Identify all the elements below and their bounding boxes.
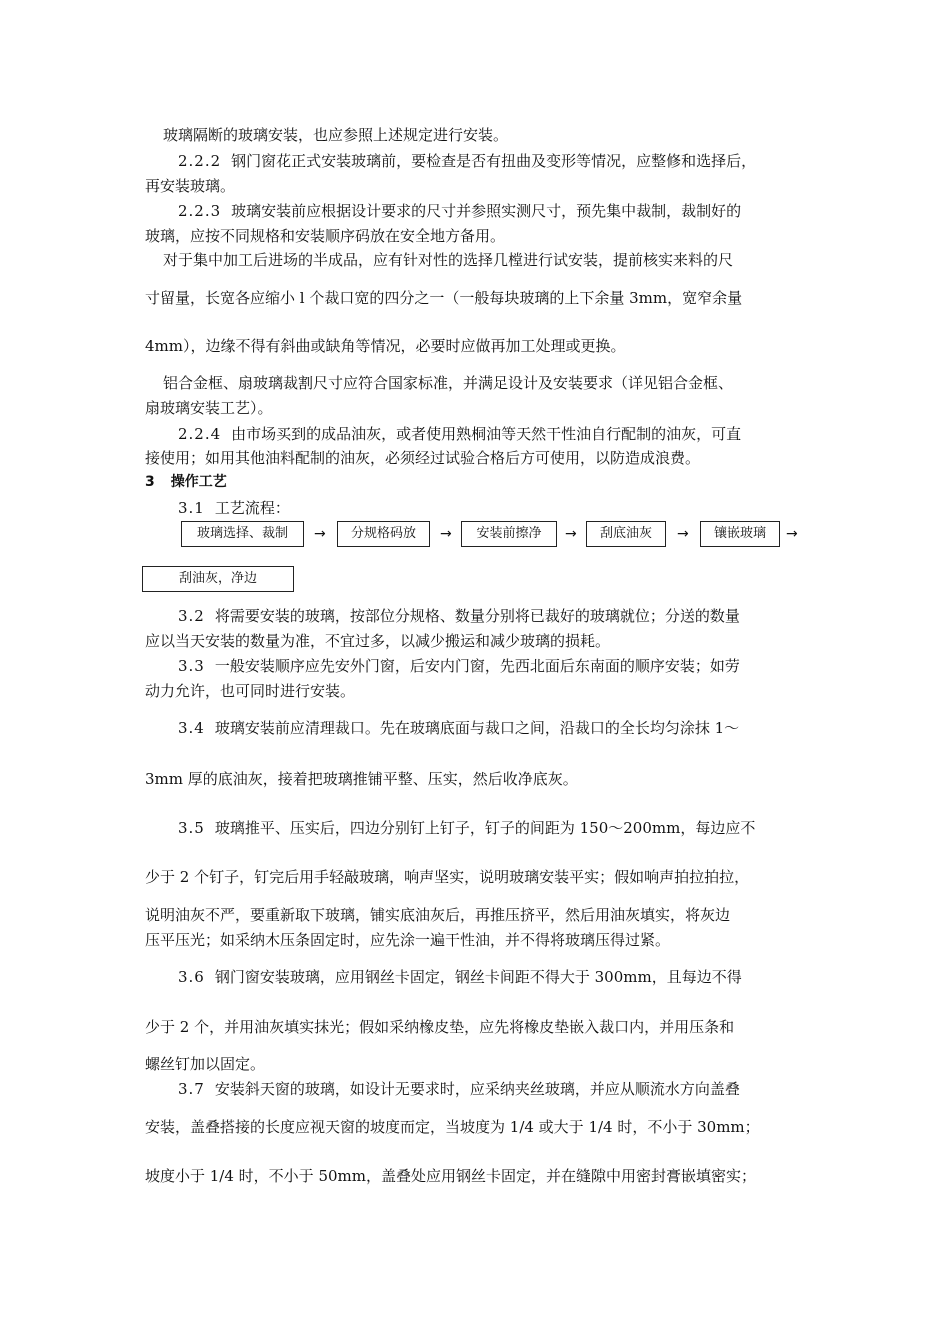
section-3-5 — [178, 818, 755, 838]
section-3-5-cont: 少于 2 个钉子，钉完后用手轻敲玻璃，响声坚实，说明玻璃安装平实；假如响声拍拉拍拉， — [145, 868, 750, 886]
section-text: 玻璃安装前应清理裁口。先在玻璃底面与裁口之间，沿裁口的全长均匀涂抹 1～ — [214, 719, 740, 737]
heading-number: 3 — [145, 474, 155, 490]
section-text: 钢门窗安装玻璃，应用钢丝卡固定，钢丝卡间距不得大于 300mm，且每边不得 — [214, 968, 742, 986]
section-text: 安装斜天窗的玻璃，如设计无要求时，应采纳夹丝玻璃，并应从顺流水方向盖叠 — [214, 1080, 740, 1098]
section-3-7-cont: 安装，盖叠搭接的长度应视天窗的坡度而定，当坡度为 1/4 或大于 1/4 时，不小于 30mm； — [145, 1118, 760, 1136]
paragraph-semi-finished-cont: 寸留量，长宽各应缩小 l 个裁口宽的四分之一（一般每块玻璃的上下余量 3mm，宽窄余量 — [145, 289, 743, 307]
paragraph-aluminum-cont: 扇玻璃安装工艺）。 — [145, 399, 273, 417]
section-text: 由市场买到的成品油灰，或者使用熟桐油等天然干性油自行配制的油灰，可直 — [231, 425, 742, 443]
section-number: 3.4 — [178, 719, 205, 737]
section-number: 3.2 — [178, 607, 205, 625]
flow-step-bottom-putty: 刮底油灰 — [586, 521, 666, 547]
flow-step-putty-clean-edge: 刮油灰，净边 — [142, 566, 294, 592]
section-3-heading — [145, 472, 227, 492]
section-number: 3.3 — [178, 657, 205, 675]
section-3-5-cont3: 压平压光；如采纳木压条固定时，应先涂一遍干性油，并不得将玻璃压得过紧。 — [145, 931, 671, 949]
section-number: 2.2.4 — [178, 425, 222, 443]
heading-title: 操作工艺 — [170, 474, 227, 490]
section-2-2-3 — [178, 201, 741, 221]
section-3-6 — [178, 967, 742, 987]
section-3-7 — [178, 1079, 740, 1099]
arrow-right-icon: → — [677, 526, 689, 542]
section-3-2-cont: 应以当天安装的数量为准，不宜过多，以减少搬运和减少玻璃的损耗。 — [145, 632, 611, 650]
arrow-right-icon: → — [565, 526, 577, 542]
arrow-right-icon: → — [786, 526, 798, 542]
section-3-1 — [178, 498, 290, 518]
section-3-6-cont2: 螺丝钉加以固定。 — [145, 1055, 266, 1073]
section-number: 3.6 — [178, 968, 205, 986]
section-text: 钢门窗花正式安装玻璃前，要检查是否有扭曲及变形等情况，应整修和选择后， — [231, 152, 757, 170]
flow-step-select-cut: 玻璃选择、裁制 — [181, 521, 304, 547]
section-text: 工艺流程： — [214, 499, 290, 517]
section-text: 一般安装顺序应先安外门窗，后安内门窗，先西北面后东南面的顺序安装；如劳 — [214, 657, 740, 675]
section-number: 2.2.2 — [178, 152, 222, 170]
section-number: 2.2.3 — [178, 202, 222, 220]
paragraph-aluminum: 铝合金框、扇玻璃裁割尺寸应符合国家标准，并满足设计及安装要求（详见铝合金框、 — [163, 374, 734, 392]
section-3-3 — [178, 656, 740, 676]
section-3-5-cont2: 说明油灰不严，要重新取下玻璃，铺实底油灰后，再推压挤平，然后用油灰填实，将灰边 — [145, 906, 731, 924]
section-3-2 — [178, 606, 740, 626]
section-2-2-2 — [178, 151, 756, 171]
paragraph-semi-finished: 对于集中加工后进场的半成品，应有针对性的选择几樘进行试安装，提前核实来料的尺 — [163, 251, 734, 269]
section-2-2-3-cont: 玻璃，应按不同规格和安装顺序码放在安全地方备用。 — [145, 227, 506, 245]
section-number: 3.1 — [178, 499, 205, 517]
section-number: 3.7 — [178, 1080, 205, 1098]
section-3-7-cont2: 坡度小于 1/4 时，不小于 50mm，盖叠处应用钢丝卡固定，并在缝隙中用密封膏嵌填密实； — [145, 1167, 756, 1185]
section-2-2-4-cont: 接使用；如用其他油料配制的油灰，必须经过试验合格后方可使用，以防造成浪费。 — [145, 449, 701, 467]
section-3-3-cont: 动力允许，也可同时进行安装。 — [145, 682, 356, 700]
section-text: 玻璃推平、压实后，四边分别钉上钉子，钉子的间距为 150～200mm，每边应不 — [214, 819, 756, 837]
arrow-right-icon: → — [440, 526, 452, 542]
section-text: 玻璃安装前应根据设计要求的尺寸并参照实测尺寸，预先集中裁制，裁制好的 — [231, 202, 742, 220]
arrow-right-icon: → — [314, 526, 326, 542]
section-2-2-4 — [178, 424, 741, 444]
flow-step-wipe-clean: 安装前擦净 — [461, 521, 557, 547]
section-2-2-2-cont: 再安装玻璃。 — [145, 177, 236, 195]
section-number: 3.5 — [178, 819, 205, 837]
flow-step-sort-by-spec: 分规格码放 — [337, 521, 430, 547]
paragraph-glass-partition: 玻璃隔断的玻璃安装，也应参照上述规定进行安装。 — [163, 126, 509, 144]
section-3-4 — [178, 718, 739, 738]
section-3-6-cont: 少于 2 个，并用油灰填实抹光；假如采纳橡皮垫，应先将橡皮垫嵌入裁口内，并用压条和 — [145, 1018, 735, 1036]
paragraph-semi-finished-cont2: 4mm），边缘不得有斜曲或缺角等情况，必要时应做再加工处理或更换。 — [145, 337, 626, 355]
section-3-4-cont: 3mm 厚的底油灰，接着把玻璃推铺平整、压实，然后收净底灰。 — [145, 770, 578, 788]
flow-step-inlay-glass: 镶嵌玻璃 — [700, 521, 780, 547]
section-text: 将需要安装的玻璃，按部位分规格、数量分别将已裁好的玻璃就位；分送的数量 — [214, 607, 740, 625]
